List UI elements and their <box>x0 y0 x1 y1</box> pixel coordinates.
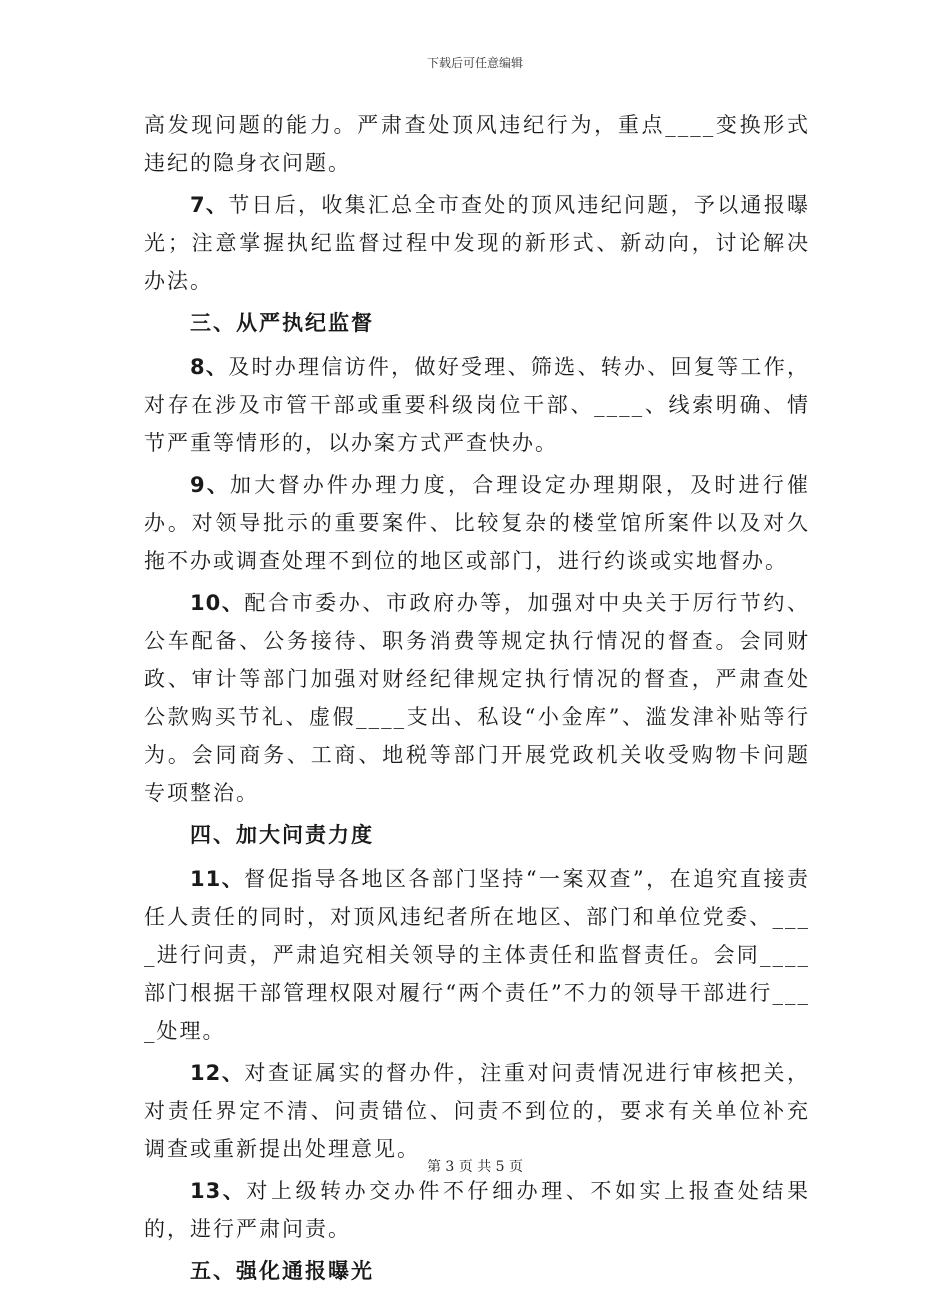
page-footer: 第 3 页 共 5 页 <box>426 1159 524 1175</box>
item-number: 12、 <box>190 1061 245 1085</box>
paragraph-text: 对查证属实的督办件，注重对问责情况进行审核把关，对责任界定不清、问责错位、问责不到位的，要求有关单位补充调查或重新提出处理意见。 <box>144 1061 810 1161</box>
item-number: 11、 <box>190 867 245 891</box>
paragraph <box>144 186 810 300</box>
paragraph <box>144 466 810 580</box>
document-body <box>144 106 810 1296</box>
section-heading: 三、从严执纪监督 <box>190 311 374 335</box>
paragraph <box>144 1172 810 1248</box>
item-number: 8、 <box>190 355 229 379</box>
item-number: 9、 <box>190 473 231 497</box>
item-number: 7、 <box>190 193 229 217</box>
section-heading: 四、加大问责力度 <box>190 823 374 847</box>
paragraph <box>144 1054 810 1168</box>
paragraph-text: 对上级转办交办件不仔细办理、不如实上报查处结果的，进行严肃问责。 <box>144 1179 810 1241</box>
item-number: 10、 <box>190 591 245 615</box>
paragraph <box>144 348 810 462</box>
paragraph-text: 督促指导各地区各部门坚持“一案双查”，在追究直接责任人责任的同时，对顶风违纪者所在地区、部门和单位党委、____进行问责，严肃追究相关领导的主体责任和监督责任。会同____部门根据干部管理权限对履行“两个责任”不力的领导干部进行____处理。 <box>144 867 810 1043</box>
paragraph <box>144 860 810 1050</box>
paragraph-text: 配合市委办、市政府办等，加强对中央关于厉行节约、公车配备、公务接待、职务消费等规定执行情况的督查。会同财政、审计等部门加强对财经纪律规定执行情况的督查，严肃查处公款购买节礼、虚假____支出、私设“小金库”、滥发津补贴等行为。会同商务、工商、地税等部门开展党政机关收受购物卡问题专项整治。 <box>144 591 810 805</box>
paragraph-text: 及时办理信访件，做好受理、筛选、转办、回复等工作，对存在涉及市管干部或重要科级岗位干部、____、线索明确、情节严重等情形的，以办案方式严查快办。 <box>144 355 810 455</box>
paragraph-text: 节日后，收集汇总全市查处的顶风违纪问题，予以通报曝光；注意掌握执纪监督过程中发现的新形式、新动向，讨论解决办法。 <box>144 193 810 293</box>
paragraph <box>144 106 810 182</box>
item-number: 13、 <box>190 1179 247 1203</box>
page-header: 下载后可任意编辑 <box>426 56 523 70</box>
paragraph-text: 高发现问题的能力。严肃查处顶风违纪行为，重点____变换形式违纪的隐身衣问题。 <box>144 113 810 175</box>
paragraph <box>144 584 810 812</box>
section-heading: 五、强化通报曝光 <box>190 1259 374 1283</box>
paragraph-text: 加大督办件办理力度，合理设定办理期限，及时进行催办。对领导批示的重要案件、比较复杂的楼堂馆所案件以及对久拖不办或调查处理不到位的地区或部门，进行约谈或实地督办。 <box>144 473 810 573</box>
